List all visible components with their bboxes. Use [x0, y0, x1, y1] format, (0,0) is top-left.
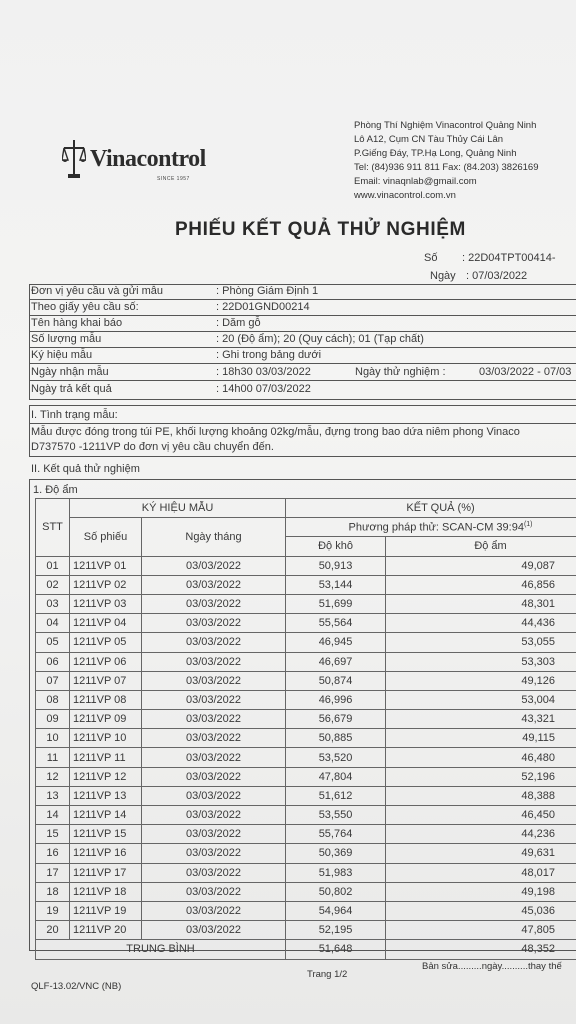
row-date: 03/03/2022	[142, 729, 286, 748]
average-dry-matter: 51,648	[286, 940, 386, 959]
table-row	[36, 767, 576, 786]
row-date: 03/03/2022	[142, 556, 286, 575]
header-stt: STT	[36, 499, 70, 557]
row-sheet-no: 1211VP 20	[70, 921, 142, 940]
lab-website: www.vinacontrol.com.vn	[354, 190, 456, 201]
request-no-value: : 22D01GND00214	[216, 301, 310, 313]
row-stt: 14	[36, 806, 70, 825]
row-sheet-no: 1211VP 13	[70, 786, 142, 805]
received-label: Ngày nhận mẫu	[31, 366, 109, 378]
row-stt: 08	[36, 690, 70, 709]
received-value: : 18h30 03/03/2022	[216, 366, 311, 378]
row-date: 03/03/2022	[142, 671, 286, 690]
scales-emblem-icon	[62, 138, 86, 180]
method-footnote: (1)	[523, 520, 533, 528]
row-stt: 01	[36, 556, 70, 575]
header-sample-code: KÝ HIỆU MẪU	[70, 499, 286, 518]
header-date: Ngày tháng	[142, 518, 286, 556]
row-dry-matter: 56,679	[286, 710, 386, 729]
average-label: TRUNG BÌNH	[36, 940, 286, 959]
vinacontrol-logo	[62, 138, 212, 186]
requester-label: Đơn vị yêu cầu và gửi mẫu	[31, 285, 163, 297]
row-date: 03/03/2022	[142, 614, 286, 633]
row-dry-matter: 53,520	[286, 748, 386, 767]
table-row	[36, 710, 576, 729]
row-dry-matter: 47,804	[286, 767, 386, 786]
row-dry-matter: 50,913	[286, 556, 386, 575]
row-dry-matter: 51,983	[286, 863, 386, 882]
row-date: 03/03/2022	[142, 901, 286, 920]
results-heading: II. Kết quả thử nghiệm	[31, 463, 140, 475]
row-moisture: 46,480	[386, 748, 576, 767]
doc-number-value: : 22D04TPT00414-	[462, 252, 556, 264]
lab-address-2: P.Giếng Đáy, TP.Hạ Long, Quảng Ninh	[354, 148, 517, 159]
table-row	[36, 786, 576, 805]
row-stt: 16	[36, 844, 70, 863]
test-date-label: Ngày thử nghiệm :	[355, 366, 446, 378]
row-sheet-no: 1211VP 03	[70, 594, 142, 613]
row-stt: 06	[36, 652, 70, 671]
row-date: 03/03/2022	[142, 710, 286, 729]
lab-name: Phòng Thí Nghiệm Vinacontrol Quảng Ninh	[354, 120, 537, 131]
row-sheet-no: 1211VP 19	[70, 901, 142, 920]
sample-condition-line-2: D737570 -1211VP do đơn vị yêu cầu chuyển đến.	[31, 441, 274, 453]
row-moisture: 44,236	[386, 825, 576, 844]
row-dry-matter: 46,996	[286, 690, 386, 709]
document-title: PHIẾU KẾT QUẢ THỬ NGHIỆM	[175, 219, 466, 240]
lab-contact-block	[354, 119, 539, 203]
row-stt: 20	[36, 921, 70, 940]
average-moisture: 48,352	[386, 940, 576, 959]
info-row-requester	[29, 284, 576, 300]
row-sheet-no: 1211VP 02	[70, 575, 142, 594]
row-dry-matter: 52,195	[286, 921, 386, 940]
row-stt: 12	[36, 767, 70, 786]
header-sheet-no: Số phiếu	[70, 518, 142, 556]
row-stt: 04	[36, 614, 70, 633]
row-date: 03/03/2022	[142, 594, 286, 613]
quantity-label: Số lượng mẫu	[31, 333, 102, 345]
row-stt: 17	[36, 863, 70, 882]
row-stt: 19	[36, 901, 70, 920]
info-row-received	[29, 365, 576, 381]
row-date: 03/03/2022	[142, 767, 286, 786]
row-dry-matter: 50,874	[286, 671, 386, 690]
row-moisture: 48,388	[386, 786, 576, 805]
info-row-returned	[29, 382, 576, 397]
row-moisture: 49,087	[386, 556, 576, 575]
row-sheet-no: 1211VP 11	[70, 748, 142, 767]
row-dry-matter: 55,764	[286, 825, 386, 844]
row-date: 03/03/2022	[142, 806, 286, 825]
row-moisture: 49,631	[386, 844, 576, 863]
row-dry-matter: 55,564	[286, 614, 386, 633]
row-sheet-no: 1211VP 17	[70, 863, 142, 882]
row-sheet-no: 1211VP 01	[70, 556, 142, 575]
row-stt: 11	[36, 748, 70, 767]
sample-condition-heading: I. Tình trạng mẫu:	[31, 409, 118, 421]
doc-number-label: Số	[424, 252, 438, 264]
form-code: QLF-13.02/VNC (NB)	[31, 981, 122, 992]
row-sheet-no: 1211VP 18	[70, 882, 142, 901]
table-row	[36, 614, 576, 633]
goods-label: Tên hàng khai báo	[31, 317, 123, 329]
request-no-label: Theo giấy yêu cầu số:	[31, 301, 139, 313]
row-dry-matter: 46,697	[286, 652, 386, 671]
goods-value: : Dăm gỗ	[216, 317, 261, 329]
row-sheet-no: 1211VP 16	[70, 844, 142, 863]
row-date: 03/03/2022	[142, 690, 286, 709]
row-dry-matter: 50,802	[286, 882, 386, 901]
method-text: Phương pháp thử: SCAN-CM 39:94	[348, 521, 524, 534]
row-date: 03/03/2022	[142, 844, 286, 863]
table-row	[36, 652, 576, 671]
row-date: 03/03/2022	[142, 652, 286, 671]
row-sheet-no: 1211VP 15	[70, 825, 142, 844]
row-dry-matter: 51,612	[286, 786, 386, 805]
revision-note: Bản sửa.........ngày..........thay thế	[422, 961, 562, 972]
row-dry-matter: 50,885	[286, 729, 386, 748]
row-dry-matter: 53,144	[286, 575, 386, 594]
row-date: 03/03/2022	[142, 921, 286, 940]
table-row	[36, 921, 576, 940]
row-moisture: 48,301	[386, 594, 576, 613]
row-moisture: 44,436	[386, 614, 576, 633]
row-date: 03/03/2022	[142, 882, 286, 901]
table-row	[36, 633, 576, 652]
header-result: KẾT QUẢ (%)	[286, 499, 576, 518]
table-row	[36, 901, 576, 920]
row-date: 03/03/2022	[142, 633, 286, 652]
row-moisture: 46,856	[386, 575, 576, 594]
test-date-value: 03/03/2022 - 07/03	[479, 366, 572, 378]
row-date: 03/03/2022	[142, 825, 286, 844]
table-row	[36, 825, 576, 844]
results-body	[36, 556, 576, 940]
row-sheet-no: 1211VP 12	[70, 767, 142, 786]
info-row-goods	[29, 316, 576, 332]
row-sheet-no: 1211VP 10	[70, 729, 142, 748]
info-row-request-no	[29, 300, 576, 316]
row-moisture: 47,805	[386, 921, 576, 940]
row-moisture: 53,004	[386, 690, 576, 709]
table-row	[36, 671, 576, 690]
quantity-value: : 20 (Độ ẩm); 20 (Quy cách); 01 (Tạp chất)	[216, 333, 424, 345]
divider	[29, 423, 576, 424]
row-date: 03/03/2022	[142, 786, 286, 805]
row-moisture: 49,126	[386, 671, 576, 690]
table-row	[36, 882, 576, 901]
sample-code-value: : Ghi trong bảng dưới	[216, 349, 322, 361]
row-date: 03/03/2022	[142, 575, 286, 594]
returned-value: : 14h00 07/03/2022	[216, 383, 311, 395]
moisture-subheading: 1. Độ ẩm	[33, 484, 78, 496]
row-date: 03/03/2022	[142, 863, 286, 882]
row-stt: 10	[36, 729, 70, 748]
logo-since: SINCE 1957	[157, 176, 190, 182]
row-sheet-no: 1211VP 04	[70, 614, 142, 633]
row-stt: 05	[36, 633, 70, 652]
row-stt: 03	[36, 594, 70, 613]
doc-date-value: : 07/03/2022	[466, 270, 528, 282]
row-moisture: 52,196	[386, 767, 576, 786]
row-moisture: 53,055	[386, 633, 576, 652]
table-row	[36, 863, 576, 882]
table-row	[36, 556, 576, 575]
row-date: 03/03/2022	[142, 748, 286, 767]
row-sheet-no: 1211VP 09	[70, 710, 142, 729]
sample-code-label: Ký hiệu mẫu	[31, 349, 93, 361]
table-row	[36, 806, 576, 825]
row-moisture: 45,036	[386, 901, 576, 920]
table-row	[36, 729, 576, 748]
table-row	[36, 748, 576, 767]
row-moisture: 43,321	[386, 710, 576, 729]
row-moisture: 53,303	[386, 652, 576, 671]
lab-email: Email: vinaqnlab@gmail.com	[354, 176, 477, 187]
row-dry-matter: 50,369	[286, 844, 386, 863]
page-number: Trang 1/2	[307, 969, 348, 980]
row-sheet-no: 1211VP 05	[70, 633, 142, 652]
returned-label: Ngày trả kết quả	[31, 383, 112, 395]
moisture-results-table	[35, 498, 576, 960]
row-stt: 18	[36, 882, 70, 901]
header-method	[286, 518, 576, 537]
lab-address-1: Lô A12, Cụm CN Tàu Thủy Cái Lân	[354, 134, 504, 145]
row-moisture: 49,115	[386, 729, 576, 748]
header-moisture: Độ ẩm	[386, 537, 576, 556]
table-row	[36, 844, 576, 863]
row-dry-matter: 53,550	[286, 806, 386, 825]
info-row-sample-code	[29, 348, 576, 364]
row-stt: 15	[36, 825, 70, 844]
row-dry-matter: 51,699	[286, 594, 386, 613]
info-row-quantity	[29, 332, 576, 348]
lab-phone: Tel: (84)936 911 811 Fax: (84.203) 3826169	[354, 162, 539, 173]
row-stt: 13	[36, 786, 70, 805]
row-sheet-no: 1211VP 08	[70, 690, 142, 709]
header-dry-matter: Độ khô	[286, 537, 386, 556]
row-sheet-no: 1211VP 14	[70, 806, 142, 825]
table-row	[36, 594, 576, 613]
row-moisture: 48,017	[386, 863, 576, 882]
row-stt: 02	[36, 575, 70, 594]
table-row	[36, 690, 576, 709]
row-dry-matter: 46,945	[286, 633, 386, 652]
table-row	[36, 575, 576, 594]
row-moisture: 49,198	[386, 882, 576, 901]
doc-date-label: Ngày	[430, 270, 456, 282]
row-stt: 09	[36, 710, 70, 729]
requester-value: : Phòng Giám Định 1	[216, 285, 319, 297]
logo-wordmark: Vinacontrol	[90, 146, 206, 172]
row-sheet-no: 1211VP 07	[70, 671, 142, 690]
sample-condition-line-1: Mẫu được đóng trong túi PE, khối lượng khoảng 02kg/mẫu, đựng trong bao dứa niêm phong Vinaco	[31, 426, 520, 438]
row-dry-matter: 54,964	[286, 901, 386, 920]
row-moisture: 46,450	[386, 806, 576, 825]
row-stt: 07	[36, 671, 70, 690]
row-sheet-no: 1211VP 06	[70, 652, 142, 671]
